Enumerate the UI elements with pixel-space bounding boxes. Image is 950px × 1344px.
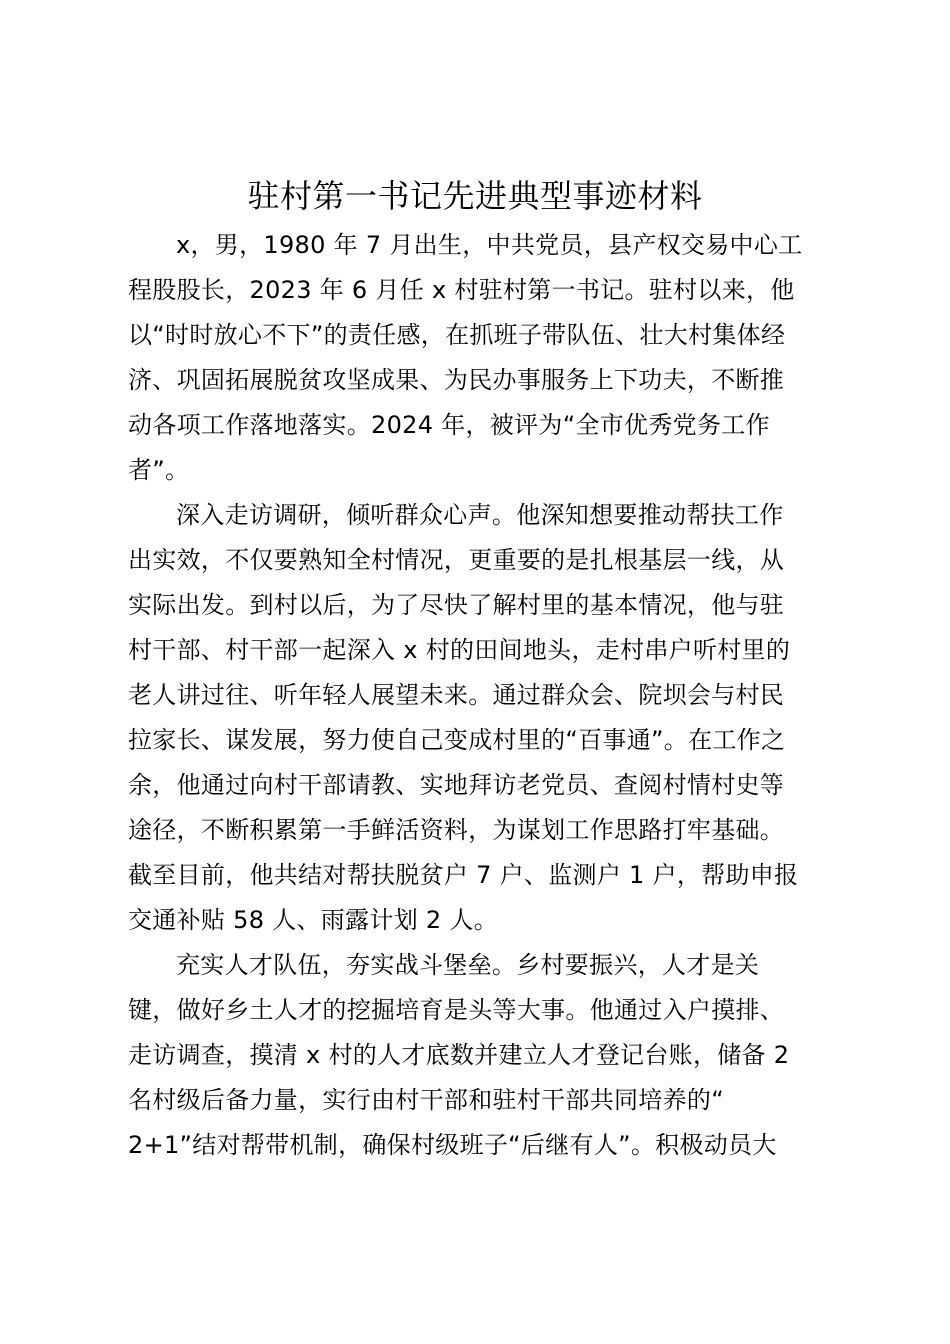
document-title: 驻村第一书记先进典型事迹材料: [247, 177, 703, 215]
text-line: 出实效，不仅要熟知全村情况，更重要的是扎根基层一线，从: [128, 546, 785, 574]
text-line: 途径，不断积累第一手鲜活资料，为谋划工作思路打牢基础。: [128, 816, 785, 844]
text-line: 截至目前，他共结对帮扶脱贫户 7 户、监测户 1 户，帮助申报: [128, 861, 799, 889]
text-line: 老人讲过往、听年轻人展望未来。通过群众会、院坝会与村民: [128, 681, 785, 709]
text-line: 键，做好乡土人才的挖掘培育是头等大事。他通过入户摸排、: [128, 996, 785, 1024]
text-line: 动各项工作落地落实。2024 年，被评为“全市优秀党务工作: [128, 411, 770, 439]
text-line: 济、巩固拓展脱贫攻坚成果、为民办事服务上下功夫，不断推: [128, 366, 785, 394]
text-line: 者”。: [128, 456, 190, 484]
text-line: 实际出发。到村以后，为了尽快了解村里的基本情况，他与驻: [128, 591, 785, 619]
text-line: 深入走访调研，倾听群众心声。他深知想要推动帮扶工作: [176, 501, 784, 529]
text-line: x，男，1980 年 7 月出生，中共党员，县产权交易中心工: [176, 231, 803, 259]
text-line: 拉家长、谋发展，努力使自己变成村里的“百事通”。在工作之: [128, 726, 786, 754]
text-line: 充实人才队伍，夯实战斗堡垒。乡村要振兴，人才是关: [176, 951, 760, 979]
text-line: 走访调查，摸清 x 村的人才底数并建立人才登记台账，储备 2: [128, 1041, 790, 1069]
text-line: 名村级后备力量，实行由村干部和驻村干部共同培养的“: [128, 1086, 724, 1114]
text-line: 2+1”结对帮带机制，确保村级班子“后继有人”。积极动员大: [128, 1131, 777, 1159]
text-line: 以“时时放心不下”的责任感，在抓班子带队伍、壮大村集体经: [128, 321, 786, 349]
text-line: 余，他通过向村干部请教、实地拜访老党员、查阅村情村史等: [128, 771, 785, 799]
text-line: 交通补贴 58 人、雨露计划 2 人。: [128, 906, 499, 934]
text-line: 程股股长，2023 年 6 月任 x 村驻村第一书记。驻村以来，他: [128, 276, 795, 304]
text-line: 村干部、村干部一起深入 x 村的田间地头，走村串户听村里的: [128, 636, 791, 664]
